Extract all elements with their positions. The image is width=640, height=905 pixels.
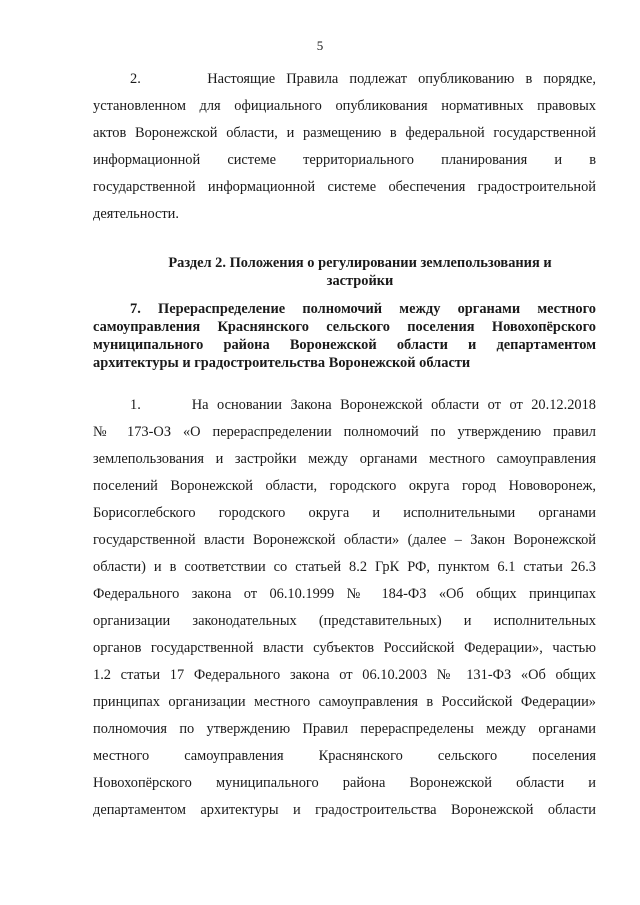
paragraph-line: принципах организации местного самоуправления в Российской Федерации»	[93, 694, 596, 710]
paragraph-line: полномочия по утверждению Правил перераспределены между органами	[93, 721, 596, 737]
paragraph-line: государственной информационной системе обеспечения градостроительной	[93, 179, 596, 195]
paragraph-line: организации законодательных (представительных) и исполнительных	[93, 613, 596, 629]
paragraph-line: поселений Воронежской области, городского округа город Нововоронеж,	[93, 478, 596, 494]
paragraph-line: государственной власти Воронежской области» (далее – Закон Воронежской	[93, 532, 596, 548]
heading-line: застройки	[326, 273, 394, 289]
paragraph-line: области) и в соответствии со статьей 8.2 ГрК РФ, пунктом 6.1 статьи 26.3	[93, 559, 596, 575]
paragraph-line: 1.2 статьи 17 Федерального закона от 06.10.2003 № 131-ФЗ «Об общих	[93, 667, 596, 683]
paragraph-line: 2. Настоящие Правила подлежат опубликованию в порядке,	[130, 71, 596, 87]
page-number: 5	[316, 38, 324, 53]
heading-line: муниципального района Воронежской области и департаментом	[93, 337, 596, 353]
paragraph-line: Федерального закона от 06.10.1999 № 184-ФЗ «Об общих принципах	[93, 586, 596, 602]
heading-line: архитектуры и градостроительства Воронежской области	[93, 355, 471, 371]
paragraph-line: Борисоглебского городского округа и исполнительными органами	[93, 505, 596, 521]
paragraph-line: информационной системе территориального планирования и в	[93, 152, 596, 168]
paragraph-line: департаментом архитектуры и градостроительства Воронежской области	[93, 802, 596, 818]
heading-line: 7. Перераспределение полномочий между органами местного	[130, 301, 596, 317]
paragraph-line: органов государственной власти субъектов Российской Федерации», частью	[93, 640, 596, 656]
paragraph-line: местного самоуправления Краснянского сельского поселения	[93, 748, 596, 764]
paragraph-line: 1. На основании Закона Воронежской области от от 20.12.2018	[130, 397, 596, 413]
paragraph-line: Новохопёрского муниципального района Воронежской области и	[93, 775, 596, 791]
heading-line: Раздел 2. Положения о регулировании землепользования и	[168, 255, 552, 271]
paragraph-line: установленном для официального опубликования нормативных правовых	[93, 98, 596, 114]
paragraph-line: деятельности.	[93, 206, 179, 222]
paragraph-line: землепользования и застройки между органами местного самоуправления	[93, 451, 596, 467]
paragraph-line: актов Воронежской области, и размещению в федеральной государственной	[93, 125, 596, 141]
paragraph-line: № 173-ОЗ «О перераспределении полномочий по утверждению правил	[93, 424, 596, 440]
heading-line: самоуправления Краснянского сельского поселения Новохопёрского	[93, 319, 596, 335]
